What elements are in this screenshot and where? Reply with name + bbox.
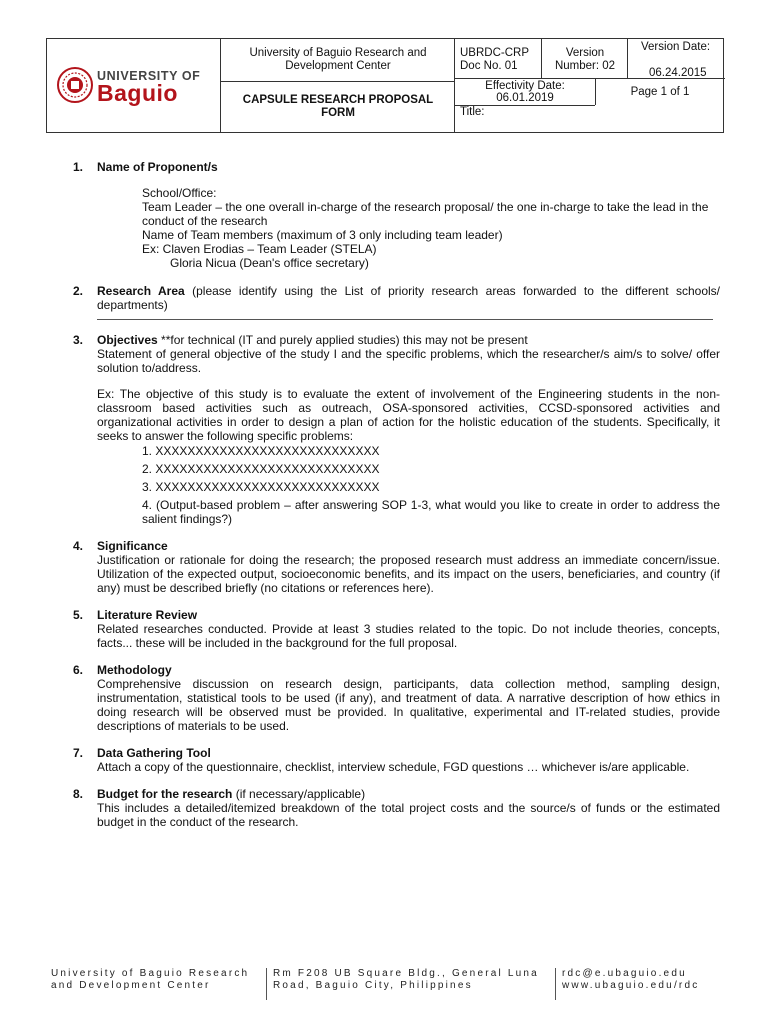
section-note: **for technical (IT and purely applied studies) this may not be present	[157, 333, 528, 347]
team-members-line: Name of Team members (maximum of 3 only including team leader)	[142, 228, 503, 242]
section-text: This includes a detailed/itemized breakdown of the total project costs and the source/s of funds or the estimated budget in the conduct of the research.	[97, 801, 720, 829]
section-heading: Literature Review	[97, 608, 198, 622]
section-number: 2.	[73, 284, 84, 298]
footer-divider	[555, 968, 556, 1000]
form-title: CAPSULE RESEARCH PROPOSAL FORM	[242, 94, 434, 119]
list-item: 1. XXXXXXXXXXXXXXXXXXXXXXXXXXXX	[142, 444, 380, 458]
form-body	[70, 160, 720, 841]
university-logo	[57, 65, 219, 105]
list-item: 2. XXXXXXXXXXXXXXXXXXXXXXXXXXXX	[142, 462, 380, 476]
title-label: Title:	[460, 106, 485, 118]
section-number: 1.	[73, 160, 84, 174]
section-heading: Name of Proponent/s	[97, 160, 218, 174]
example-leader-line: Ex: Claven Erodias – Team Leader (STELA)	[142, 242, 377, 256]
version-number: Version Number: 02	[554, 47, 616, 72]
doc-code: UBRDC-CRP	[460, 47, 529, 59]
section-significance	[70, 539, 720, 595]
section-heading: Objectives	[97, 333, 158, 347]
section-heading: Methodology	[97, 663, 172, 677]
section-objectives	[70, 333, 720, 526]
section-text: Attach a copy of the questionnaire, checklist, interview schedule, FGD questions … whichever is/are applicable.	[97, 760, 690, 774]
effectivity-date: 06.01.2019	[496, 92, 554, 104]
section-literature-review	[70, 608, 720, 650]
list-item: 4. (Output-based problem – after answering SOP 1-3, what would you like to create in order to address the salient findings?)	[142, 498, 720, 526]
page-number: Page 1 of 1	[630, 86, 690, 98]
objective-example: Ex: The objective of this study is to evaluate the extent of involvement of the Engineering students in the non-classroom based activities such as outreach, OSA-sponsored activities, CCSD-sponsored activities and organizational activities in order to design a plan of action for the holistic education of the students. Specifically, it seeks to answer the following specific problems:	[97, 387, 720, 443]
section-number: 8.	[73, 787, 84, 801]
footer-address: Rm F208 UB Square Bldg., General Luna Road, Baguio City, Philippines	[273, 968, 539, 991]
footer-divider	[266, 968, 267, 1000]
version-date: 06.24.2015	[649, 67, 707, 79]
logo-line-1: UNIVERSITY OF	[97, 69, 201, 83]
answer-line	[97, 312, 713, 320]
logo-line-2: Baguio	[97, 80, 178, 106]
section-proponents	[70, 160, 720, 270]
school-office-line: School/Office:	[142, 186, 217, 200]
section-heading: Research Area	[97, 284, 185, 298]
doc-number: Doc No. 01	[460, 60, 518, 72]
section-number: 5.	[73, 608, 84, 622]
section-heading: Budget for the research	[97, 787, 233, 801]
footer-center-name: University of Baguio Research and Development Center	[51, 968, 250, 991]
document-header-table	[46, 38, 724, 133]
section-data-gathering-tool	[70, 746, 720, 774]
footer-contact: rdc@e.ubaguio.edu www.ubaguio.edu/rdc	[562, 968, 700, 991]
effectivity-label: Effectivity Date:	[485, 80, 565, 92]
center-name: University of Baguio Research and Development Center	[249, 47, 427, 72]
university-seal-icon	[57, 67, 93, 103]
section-number: 4.	[73, 539, 84, 553]
section-note: (if necessary/applicable)	[232, 787, 366, 801]
list-item: 3. XXXXXXXXXXXXXXXXXXXXXXXXXXXX	[142, 480, 380, 494]
section-number: 7.	[73, 746, 84, 760]
section-number: 3.	[73, 333, 84, 347]
section-text: (please identify using the List of priority research areas forwarded to the different schools/ departments)	[97, 284, 721, 312]
section-heading: Significance	[97, 539, 168, 553]
section-text: Comprehensive discussion on research design, participants, data collection method, sampling design, instrumentation, statistical tools to be used (if any), and treatment of data. A narrative description of how ethics in doing research will be observed must be provided. In qualitative, experimental and IT-related studies, provide descriptions of materials to be used.	[97, 677, 720, 733]
section-research-area	[70, 284, 720, 320]
section-heading: Data Gathering Tool	[97, 746, 211, 760]
example-member-line: Gloria Nicua (Dean's office secretary)	[170, 256, 369, 270]
section-number: 6.	[73, 663, 84, 677]
version-date-label: Version Date:	[641, 41, 711, 53]
section-text: Statement of general objective of the study I and the specific problems, which the researcher/s aim/s to solve/ offer solution to/address.	[97, 347, 720, 375]
section-methodology	[70, 663, 720, 733]
section-text: Related researches conducted. Provide at least 3 studies related to the topic. Do not include theories, concepts, facts... these will be included in the background for the full proposal.	[97, 622, 720, 650]
section-text: Justification or rationale for doing the research; the proposed research must address an immediate concern/issue. Utilization of the expected output, socioeconomic benefits, and its impact on the users, beneficiaries, and country (if any) must be described briefly (no citations or references here).	[97, 553, 720, 595]
section-budget	[70, 787, 720, 829]
team-leader-line: Team Leader – the one overall in-charge of the research proposal/ the one in-charge to take the lead in the conduct of the research	[142, 200, 709, 228]
